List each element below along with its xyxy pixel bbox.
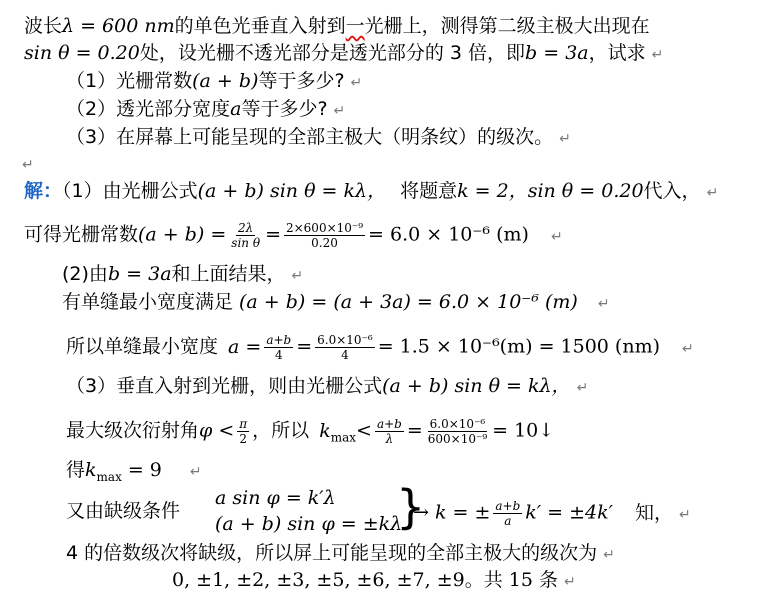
right-brace-icon: } [396, 480, 426, 534]
step-number: （1） [62, 180, 103, 202]
formula: (a + b) = (a + 3a) = 6.0 × 10⁻⁶ (m) [239, 291, 578, 313]
fraction [229, 221, 262, 250]
condition-2 [215, 512, 402, 536]
solution-line-1 [24, 179, 718, 205]
text: 有单缝最小宽度满足 [62, 291, 234, 313]
paragraph-mark-icon: ↵ [706, 185, 719, 201]
fraction [284, 221, 365, 250]
numerator: π [239, 417, 248, 431]
result: = 6.0 × 10⁻⁶ (m) [368, 223, 529, 246]
text: 得 [66, 459, 86, 481]
formula: a [230, 98, 242, 120]
formula: k = 2，sin θ = 0.20 [457, 180, 644, 202]
formula: k′ = ±4k′ [525, 501, 613, 524]
formula: (a + b) sin θ = kλ， [197, 180, 387, 202]
text: 等于多少? [258, 70, 345, 92]
text: 最大级次衍射角 [66, 419, 200, 442]
formula: (a + b) sin θ = kλ， [382, 375, 571, 397]
problem-line-2 [24, 41, 663, 67]
solution-line-9-result [413, 499, 691, 528]
paragraph-mark-icon: ↵ [563, 574, 576, 590]
formula: b = 3a [525, 42, 589, 64]
text: 光栅常数 [116, 70, 193, 92]
text: 又由缺级条件 [66, 500, 181, 522]
denominator: 4 [341, 348, 349, 362]
paragraph-mark-icon: ↵ [682, 340, 694, 357]
equals-sign: = [265, 223, 281, 246]
text: 光栅上，测得第二级主极大出现在 [364, 15, 650, 37]
less-than: < [356, 419, 372, 442]
fraction [426, 417, 489, 446]
problem-line-1 [24, 14, 650, 38]
question-1 [66, 69, 362, 95]
text: 知， [634, 501, 673, 524]
solution-line-2 [24, 221, 563, 250]
text: 透光部分宽度 [116, 98, 231, 120]
text: 垂直入射到光栅，则由光栅公式 [116, 375, 383, 397]
fraction [264, 333, 293, 362]
formula: → k = ± [413, 501, 491, 524]
kmax-subscript: max [96, 469, 122, 484]
text: 4 的倍数级次将缺级，所以屏上可能呈现的全部主极大的级次为 [66, 542, 598, 564]
denominator: 4 [274, 348, 283, 362]
text: 和上面结果， [171, 263, 286, 285]
solution-line-6 [66, 374, 588, 400]
solution-line-10 [66, 541, 615, 567]
text: 可得光栅常数 [24, 223, 139, 246]
result: = 9 [127, 459, 162, 481]
formula: (a + b) = [138, 223, 227, 246]
formula: sin θ = 0.20 [24, 42, 140, 64]
denominator: a [504, 514, 512, 528]
formula: φ < [199, 419, 235, 442]
fraction [237, 417, 249, 446]
paragraph-mark-icon: ↵ [550, 228, 563, 245]
formula: (a + b) sin φ = ±kλ [215, 513, 403, 535]
fraction [375, 417, 404, 446]
numerator: a+b [376, 417, 402, 431]
text: 0, ±1, ±2, ±3, ±5, ±6, ±7, ±9。共 15 条 [172, 569, 558, 591]
paragraph-mark-icon: ↵ [603, 547, 615, 563]
paragraph-mark-icon: ↵ [22, 157, 34, 173]
text: 将题意 [400, 180, 458, 202]
denominator: 600×10⁻⁹ [427, 432, 488, 446]
numerator: a+b [495, 499, 521, 513]
text: 波长 [24, 15, 63, 37]
text: 的单色光垂直入射到 [174, 15, 346, 37]
numerator: 6.0×10⁻⁶ [317, 333, 373, 347]
empty-paragraph [22, 151, 34, 177]
question-number: （1） [66, 70, 117, 92]
step-number: （3） [66, 375, 117, 397]
solution-label: 解： [24, 180, 63, 202]
kmax-symbol: k [319, 419, 331, 442]
text: 由光栅公式 [102, 180, 198, 202]
kmax-subscript: max [330, 430, 357, 445]
text: 在屏幕上可能呈现的全部主极大（明条纹）的级次。 [116, 126, 554, 148]
question-3 [66, 125, 571, 151]
text: 处，设光栅不透光部分是透光部分的 3 倍，即 [139, 42, 526, 64]
paragraph-mark-icon: ↵ [350, 75, 363, 91]
denominator: sin θ [231, 236, 261, 250]
paragraph-mark-icon: ↵ [333, 103, 346, 119]
result: = 10↓ [492, 419, 555, 442]
numerator: 2λ [238, 221, 254, 235]
formula: b = 3a [107, 263, 172, 285]
solution-line-4 [62, 290, 610, 316]
solution-line-7 [66, 417, 554, 449]
denominator: 0.20 [311, 236, 338, 250]
solution-line-3 [62, 262, 303, 288]
text: 等于多少? [241, 98, 328, 120]
denominator: λ [385, 432, 394, 446]
step-number: (2) [62, 263, 89, 285]
denominator: 2 [239, 432, 248, 446]
text: 由 [88, 263, 108, 285]
paragraph-mark-icon: ↵ [291, 268, 304, 284]
question-number: （3） [66, 126, 117, 148]
numerator: a+b [266, 333, 292, 347]
fraction [315, 333, 375, 362]
solution-line-8 [66, 458, 202, 489]
paragraph-mark-icon: ↵ [576, 380, 589, 396]
condition-1 [215, 486, 336, 510]
solution-line-9-label [66, 499, 180, 523]
formula: a = [228, 335, 262, 358]
formula: a sin φ = k′λ [215, 487, 336, 509]
solution-line-11 [172, 568, 576, 594]
formula: (a + b) [192, 70, 259, 92]
paragraph-mark-icon: ↵ [678, 506, 691, 523]
paragraph-mark-icon: ↵ [559, 131, 571, 147]
text: 所以单缝最小宽度 [66, 335, 219, 358]
spellcheck-underlined-text: 一 [345, 15, 365, 37]
paragraph-mark-icon: ↵ [189, 464, 202, 480]
text: ，试求 [588, 42, 646, 64]
numerator: 2×600×10⁻⁹ [285, 221, 364, 235]
formula: λ = 600 nm [62, 15, 175, 37]
equals-sign: = [296, 335, 313, 358]
equals-sign: = [406, 419, 423, 442]
fraction [493, 499, 522, 528]
question-2 [66, 97, 345, 123]
paragraph-mark-icon: ↵ [597, 296, 610, 312]
result: = 1.5 × 10⁻⁶(m) = 1500 (nm) [377, 335, 660, 358]
numerator: 6.0×10⁻⁶ [429, 417, 486, 431]
text: 代入， [643, 180, 701, 202]
question-number: （2） [66, 98, 117, 120]
paragraph-mark-icon: ↵ [651, 47, 664, 63]
kmax-symbol: k [85, 459, 97, 481]
solution-line-5 [66, 333, 694, 362]
text: ，所以 [252, 419, 310, 442]
